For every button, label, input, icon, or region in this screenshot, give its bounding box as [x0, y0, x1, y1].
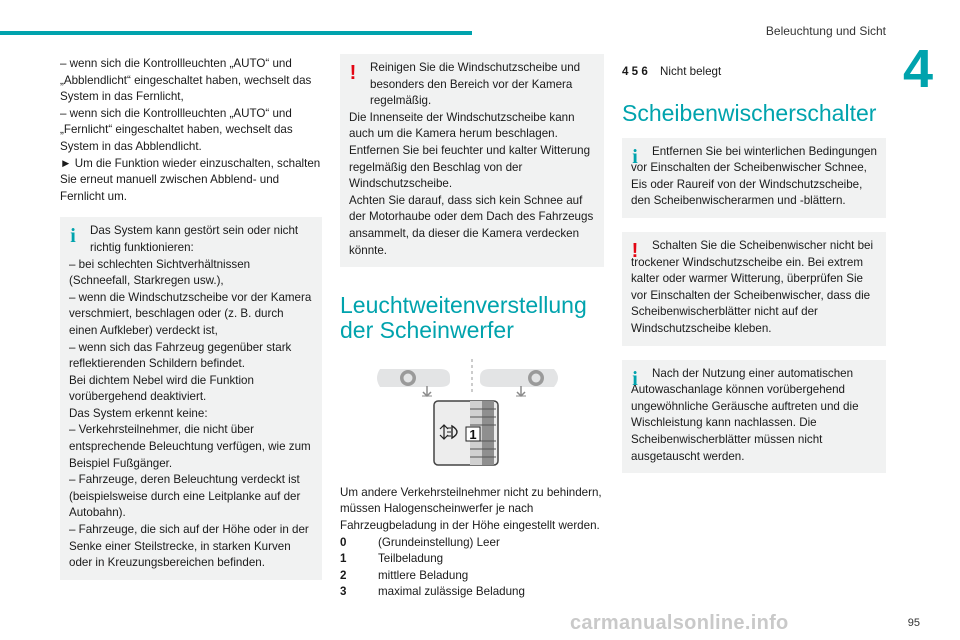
column-1 — [60, 56, 322, 580]
text-line: – Fahrzeuge, die sich auf der Höhe oder in der Senke einer Steilstrecke, in starken Kurven oder in Kreuzungsbereichen befinden. — [69, 523, 309, 570]
column-3 — [622, 64, 886, 473]
heading-headlamp-adjustment: Leuchtweitenverstellung der Scheinwerfer — [340, 292, 587, 344]
text-line: Achten Sie darauf, dass sich kein Schnee auf der Motorhaube oder dem Dach des Fahrzeugs ansammelt, da dieser die Kamera verdecken könnte. — [349, 193, 594, 257]
info-box-text: Nach der Nutzung einer automatischen Autowaschanlage können vorübergehend ungewöhnliche Geräusche auftreten und die Wischleistung kann nachlassen. Die Scheibenwischerblätter müssen nicht ausgetauscht werden. — [631, 366, 859, 463]
text-line: – wenn die Windschutzscheibe vor der Kamera verschmiert, beschlagen oder (z. B. durch einen Aufkleber) verdeckt ist, — [69, 290, 312, 337]
text-line: – Fahrzeuge, deren Beleuchtung verdeckt ist (beispielsweise durch eine Leitplanke auf der Autobahn). — [69, 473, 301, 520]
right-headlamp-icon — [480, 369, 558, 396]
info-icon: i — [70, 225, 76, 248]
text-line: Bei dichtem Nebel wird die Funktion vorübergehend deaktiviert. — [69, 373, 254, 404]
adjustment-dial-icon — [434, 401, 498, 465]
warning-icon: ! — [349, 62, 357, 84]
info-box-car-wash — [622, 360, 886, 474]
setting-row — [622, 64, 886, 81]
warning-box-camera — [340, 54, 604, 267]
warning-box-text: Schalten Sie die Scheibenwischer nicht bei trockener Windschutzscheibe ein. Bei extrem kalter oder warmer Witterung, überprüfen Sie vor Einschalten der Scheibenwischer, dass die Scheibenwischerblätter nicht auf der Windschutzscheibe kleben. — [631, 238, 874, 335]
text-line: – wenn sich die Kontrollleuchten „AUTO“ und „Fernlicht“ eingeschaltet haben, wechselt das System in das Abblendlicht. — [60, 106, 293, 153]
text-line: – bei schlechten Sichtverhältnissen (Schneefall, Starkregen usw.), — [69, 257, 251, 288]
setting-row: 2 mittlere Beladung — [340, 568, 469, 582]
setting-text: Nicht belegt — [660, 65, 722, 78]
warning-box-intro: Reinigen Sie die Windschutzscheibe und besonders den Bereich vor der Kamera regelmäßig. — [370, 61, 581, 108]
text-line: – Verkehrsteilnehmer, die nicht über entsprechende Beleuchtung verfügen, wie zum Beispiel Fußgänger. — [69, 423, 311, 470]
dial-value: 1 — [469, 427, 477, 443]
heading-wiper-switch: Scheibenwischerschalter — [622, 99, 877, 126]
page-number: 95 — [907, 617, 920, 629]
setting-row: 3 maximal zulässige Beladung — [340, 585, 525, 599]
column-2 — [340, 54, 604, 601]
text-line: Um andere Verkehrsteilnehmer nicht zu behindern, müssen Halogenscheinwerfer je nach Fahrzeugbeladung in der Höhe eingestellt werden. — [340, 485, 602, 532]
text-line: Das System erkennt keine: — [69, 406, 208, 420]
left-headlamp-icon — [377, 369, 450, 396]
section-title: Beleuchtung und Sicht — [765, 24, 886, 38]
info-icon: i — [632, 145, 638, 168]
text-line: – wenn sich das Fahrzeug gegenüber stark reflektierenden Schildern befindet. — [69, 340, 292, 371]
text-line: – wenn sich die Kontrollleuchten „AUTO“ und „Abblendlicht“ eingeschaltet haben, wechselt das System in das Fernlicht, — [60, 57, 312, 104]
text-line: ► Um die Funktion wieder einzuschalten, schalten Sie erneut manuell zwischen Abblend- und Fernlicht um. — [60, 156, 321, 203]
setting-row: 0 (Grundeinstellung) Leer — [340, 535, 500, 549]
warning-box-dry-windscreen — [622, 232, 886, 346]
setting-row: 1 Teilbeladung — [340, 552, 444, 566]
info-box-text: Entfernen Sie bei winterlichen Bedingungen vor Einschalten der Scheibenwischer Schnee, Eis oder Raureif von der Windschutzscheibe, den Scheibenwischerarmen und -blättern. — [631, 144, 877, 208]
info-box-intro: Das System kann gestört sein oder nicht richtig funktionieren: — [90, 224, 299, 254]
info-icon: i — [632, 367, 638, 390]
info-box-winter — [622, 138, 886, 218]
headlamp-adjustment-figure — [340, 355, 604, 467]
chapter-number: 4 — [903, 39, 934, 99]
text-line: Die Innenseite der Windschutzscheibe kann auch um die Kamera herum beschlagen. Entfernen Sie bei feuchter und kalter Witterung regelmäßig den Beschlag von der Windschutzscheibe. — [349, 110, 591, 191]
info-box-system-limits — [60, 217, 322, 579]
setting-number: 4 5 6 — [622, 65, 648, 78]
header-accent-bar — [0, 31, 472, 35]
watermark: carmanualsonline.info — [570, 612, 789, 634]
warning-icon: ! — [631, 239, 639, 262]
